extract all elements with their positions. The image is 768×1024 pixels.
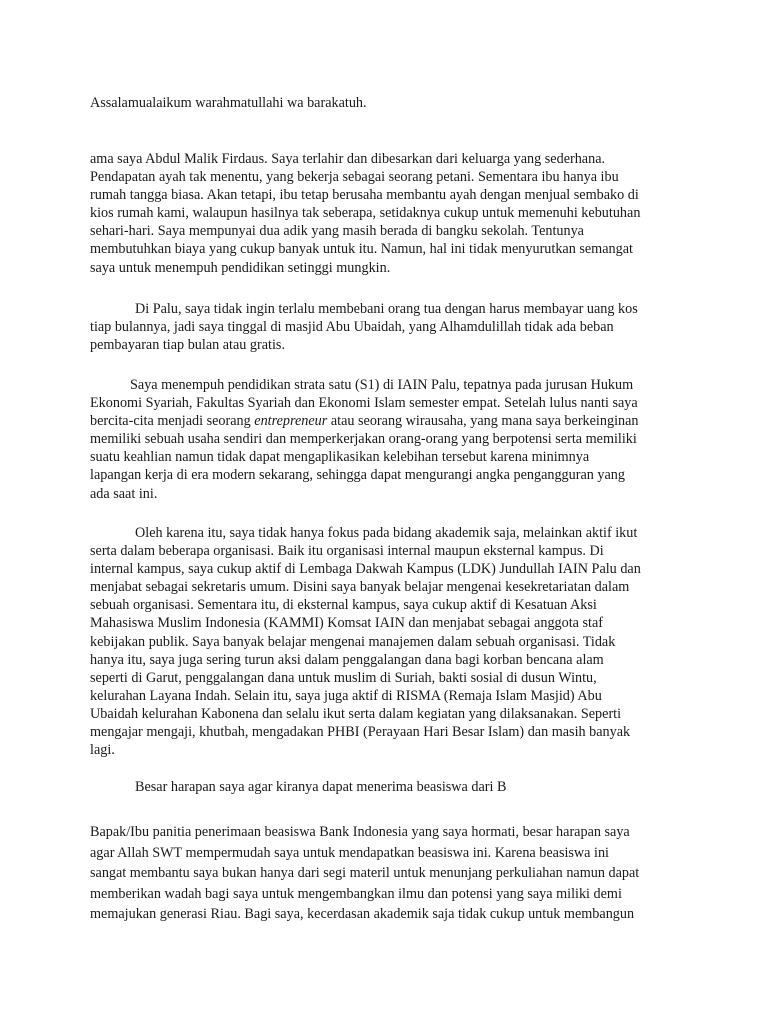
text-line: rumah tangga biasa. Akan tetapi, ibu tetap berusaha membantu ayah dengan menjual sembako di bbox=[90, 187, 639, 204]
text-line: Saya menempuh pendidikan strata satu (S1) di IAIN Palu, tepatnya pada jurusan Hukum bbox=[130, 377, 634, 393]
text-line: tiap bulannya, jadi saya tinggal di masjid Abu Ubaidah, yang Alhamdulillah tidak ada beban bbox=[90, 319, 614, 336]
paragraph-hope bbox=[90, 778, 650, 796]
text-line: kebijakan publik. Saya banyak belajar mengenai manajemen dalam sebuah organisasi. Tidak bbox=[90, 633, 616, 650]
text-line: suatu keahlian namun tidak dapat mengaplikasikan kelebihan tersebut karena minimnya bbox=[90, 449, 590, 466]
text-line: sehari-hari. Saya mempunyai dua adik yang masih berada di bangku sekolah. Tentunya bbox=[90, 223, 584, 240]
text-line: menjabat sebagai sekretaris umum. Disini saya banyak belajar mengenai kesekretariatan dalam bbox=[90, 579, 630, 596]
text-line: mengajar mengaji, khutbah, mengadakan PHBI (Perayaan Hari Besar Islam) dan masih banyak bbox=[90, 724, 631, 741]
text-line: lapangan kerja di era modern sekarang, sehingga dapat mengurangi angka pengangguran yang bbox=[90, 467, 625, 484]
paragraph-closing bbox=[90, 822, 650, 925]
text-line: internal kampus, saya cukup aktif di Lembaga Dakwah Kampus (LDK) Jundullah IAIN Palu dan bbox=[90, 561, 641, 578]
text-line: seperti di Garut, penggalangan dana untuk muslim di Suriah, bakti sosial di dusun Wintu, bbox=[90, 669, 597, 686]
text-segment: bercita-cita menjadi seorang bbox=[90, 413, 255, 430]
text-line: serta dalam beberapa organisasi. Baik itu organisasi internal maupun eksternal kampus. Di bbox=[90, 543, 604, 560]
text-line: kelurahan Layana Indah. Selain itu, saya juga aktif di RISMA (Remaja Islam Masjid) Abu bbox=[90, 687, 602, 704]
italic-term: entrepreneur bbox=[254, 413, 328, 430]
text-line: Oleh karena itu, saya tidak hanya fokus pada bidang akademik saja, melainkan aktif ikut bbox=[135, 525, 638, 541]
text-line: Bapak/Ibu panitia penerimaan beasiswa Bank Indonesia yang saya hormati, besar harapan saya bbox=[90, 824, 630, 840]
text-line: Besar harapan saya agar kiranya dapat menerima beasiswa dari B bbox=[135, 779, 507, 795]
text-line: saya untuk menempuh pendidikan setinggi mungkin. bbox=[90, 259, 391, 276]
paragraph-organizations bbox=[90, 524, 650, 759]
text-segment: atau seorang wirausaha, yang mana saya berkeinginan bbox=[327, 413, 639, 430]
text-line: memiliki sebuah usaha sendiri dan memperkerjakan orang-orang yang berpotensi serta memiliki bbox=[90, 431, 637, 448]
text-line bbox=[90, 412, 650, 430]
greeting bbox=[90, 94, 650, 112]
text-line: kios rumah kami, walaupun hasilnya tak seberapa, setidaknya cukup untuk memenuhi kebutuhan bbox=[90, 205, 641, 222]
text-line: Ubaidah kelurahan Kabonena dan selalu ikut serta dalam kegiatan yang dilaksanakan. Seperti bbox=[90, 705, 622, 722]
paragraph-introduction bbox=[90, 150, 650, 277]
paragraph-palu bbox=[90, 300, 650, 354]
text-line: memberikan wadah bagi saya untuk mengembangkan ilmu dan potensi yang saya miliki demi bbox=[90, 885, 622, 902]
text-line: Ekonomi Syariah, Fakultas Syariah dan Ekonomi Islam semester empat. Setelah lulus nanti saya bbox=[90, 395, 638, 412]
text-line: pembayaran tiap bulan atau gratis. bbox=[90, 337, 286, 354]
text-line: ada saat ini. bbox=[90, 485, 158, 502]
text-line: Mahasiswa Muslim Indonesia (KAMMI) Komsat IAIN dan menjabat sebagai anggota staf bbox=[90, 615, 603, 632]
text-line: Di Palu, saya tidak ingin terlalu membebani orang tua dengan harus membayar uang kos bbox=[135, 301, 638, 317]
text-line: lagi. bbox=[90, 742, 115, 759]
text-line: sangat membantu saya bukan hanya dari segi materil untuk menunjang perkuliahan namun dapat bbox=[90, 865, 640, 882]
text-line: memajukan generasi Riau. Bagi saya, kecerdasan akademik saja tidak cukup untuk membangun bbox=[90, 906, 635, 923]
greeting-line: Assalamualaikum warahmatullahi wa barakatuh. bbox=[90, 95, 367, 111]
text-line: sebuah organisasi. Sementara itu, di eksternal kampus, saya cukup aktif di Kesatuan Aksi bbox=[90, 597, 597, 614]
text-line: membutuhkan biaya yang cukup banyak untuk itu. Namun, hal ini tidak menyurutkan semangat bbox=[90, 241, 633, 258]
paragraph-education bbox=[90, 376, 650, 503]
text-line: ama saya Abdul Malik Firdaus. Saya terlahir dan dibesarkan dari keluarga yang sederhana. bbox=[90, 151, 606, 167]
text-line: hanya itu, saya juga sering turun aksi dalam penggalangan dana bagi korban bencana alam bbox=[90, 651, 604, 668]
text-line: agar Allah SWT mempermudah saya untuk mendapatkan beasiswa ini. Karena beasiswa ini bbox=[90, 844, 609, 861]
text-line: Pendapatan ayah tak menentu, yang bekerja sebagai seorang petani. Sementara ibu hanya ibu bbox=[90, 169, 619, 186]
